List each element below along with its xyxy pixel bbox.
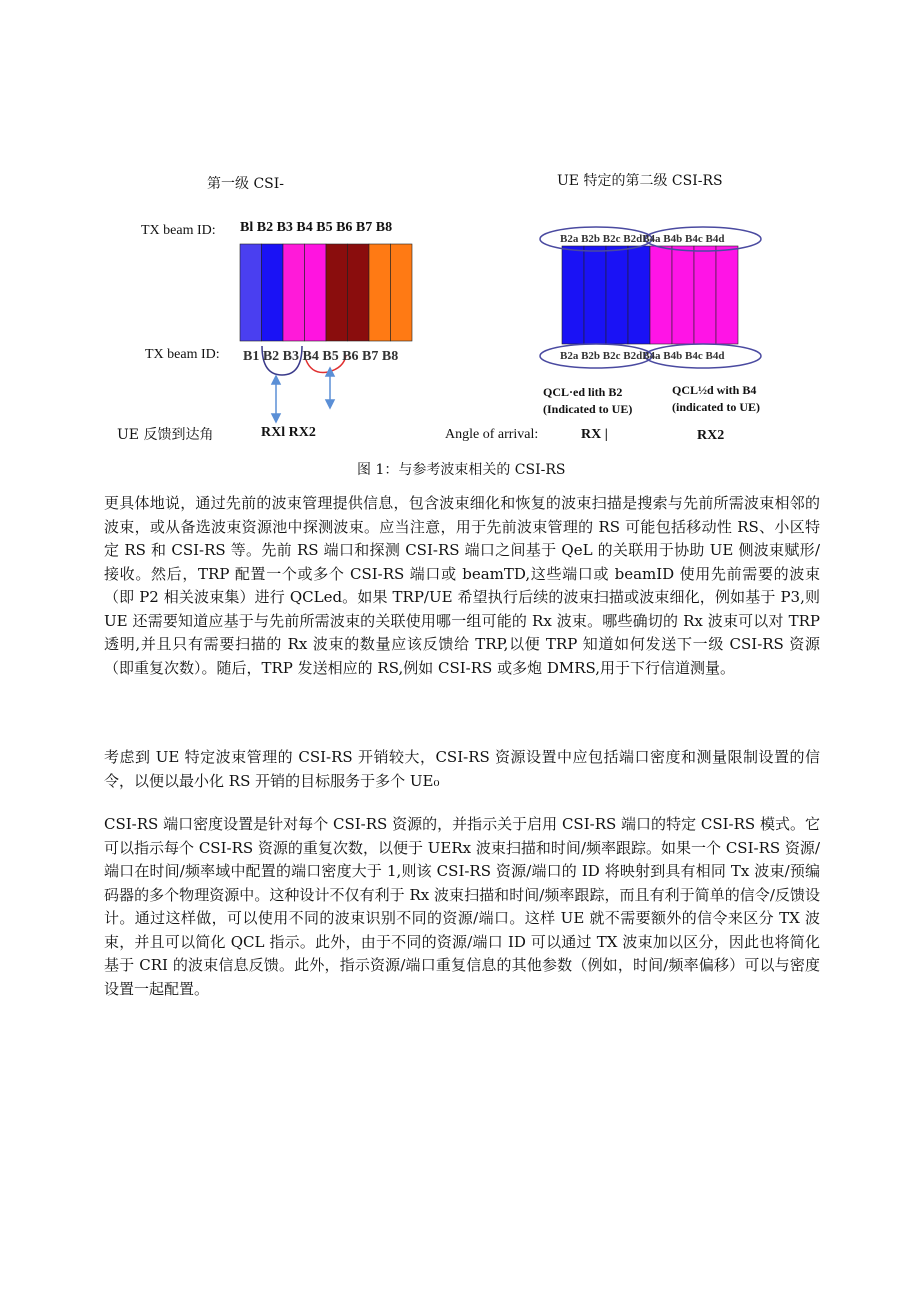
beam-bar-3 [283,244,305,341]
first-level-beam-bars [240,244,412,341]
beam-diagram [0,0,920,480]
paragraph-2: 考虑到 UE 特定波束管理的 CSI-RS 开销较大，CSI-RS 资源设置中应包括端口密度和测量限制设置的信令，以便以最小化 RS 开销的目标服务于多个 UE₀ [104,748,820,790]
b2-sub-beam-bar-4 [628,246,650,344]
sub-beam-ids-bottom: B2a B2b B2c B2dB4a B4b B4c B4d [560,350,725,362]
paragraph-1: 更具体地说，通过先前的波束管理提供信息，包含波束细化和恢复的波束扫描是搜索与先前所需波束相邻的波束，或从备选波束资源池中探测波束。应当注意，用于先前波束管理的 RS 可能包括移动性 RS、小区特定 RS 和 CSI-RS 等。先前 RS 端口和探测 CSI-RS 端口之间基于 QeL 的关联用于协助 UE 侧波束赋形/接收。然后，TRP 配置一个或多个 CSI-RS 端口或 beamTD,这些端口或 beamID 使用先前需要的波束（即 P2 相关波束集）进行 QCLed。如果 TRP/UE 希望执行后续的波束扫描或波束细化，例如基于 P3,则 UE 还需要知道应基于与先前所需波束的关联使用哪一组可能的 Rx 波束。哪些确切的 Rx 波束可以对 TRP 透明,并且只有需要扫描的 Rx 波束的数量应该反馈给 TRP,以便 TRP 知道如何发送下一级 CSI-RS 资源（即重复次数）。随后，TRP 发送相应的 RS,例如 CSI-RS 或多炮 DMRS,用于下行信道测量。 [104,494,820,677]
rx1-arrow [272,376,280,422]
beam-ids-top: Bl B2 B3 B4 B5 B6 B7 B8 [240,220,393,235]
ue-feedback-label: UE 反馈到达角 [117,427,214,443]
beam-bar-8 [391,244,413,341]
b4-sub-beam-bar-3 [694,246,716,344]
tx-beam-label-top: TX beam ID: [141,223,216,238]
b2-sub-beam-bar-3 [606,246,628,344]
sub-beam-ids-top: B2a B2b B2c B2dB4a B4b B4c B4d [560,233,725,245]
beam-bar-5 [326,244,348,341]
left-rx-labels: RXl RX2 [261,425,316,440]
angle-of-arrival-label: Angle of arrival: [445,427,539,442]
rx2-arrow [326,368,334,408]
second-level-beam-bars [562,246,738,344]
qcl-b2-line1: QCL·ed lith B2 [543,385,623,399]
qcl-b4-line2: (indicated to UE) [672,400,760,414]
beam-bar-4 [305,244,327,341]
qcl-b2-line2: (Indicated to UE) [543,402,633,416]
b4-sub-beam-bar-2 [672,246,694,344]
beam-ids-bottom: B1 B2 B3 B4 B5 B6 B7 B8 [243,349,399,364]
beam-bar-2 [262,244,284,341]
rx2-label: RX2 [697,428,725,443]
b4-sub-beam-bar-4 [716,246,738,344]
left-figure-title: 第一级 CSI- [207,176,285,192]
figure-caption: 图 1：与参考波束相关的 CSI-RS [357,462,566,478]
beam-bar-1 [240,244,262,341]
tx-beam-label-bottom: TX beam ID: [145,347,220,362]
qcl-b4-line1: QCL½d with B4 [672,383,757,397]
right-figure-title: UE 特定的第二级 CSI-RS [557,173,723,189]
beam-bar-7 [369,244,391,341]
beam-bar-6 [348,244,370,341]
b2-sub-beam-bar-1 [562,246,584,344]
rx1-label: RX | [581,427,608,442]
b2-sub-beam-bar-2 [584,246,606,344]
b4-sub-beam-bar-1 [650,246,672,344]
paragraph-3: CSI-RS 端口密度设置是针对每个 CSI-RS 资源的，并指示关于启用 CSI-RS 端口的特定 CSI-RS 模式。它可以指示每个 CSI-RS 资源的重复次数，以便于 UERx 波束扫描和时间/频率跟踪。如果一个 CSI-RS 资源/端口在时间/频率域中配置的端口密度大于 1,则该 CSI-RS 资源/端口的 ID 将映射到具有相同 Tx 波束/预编码器的多个物理资源中。这种设计不仅有利于 Rx 波束扫描和时间/频率跟踪，而且有利于简单的信令/反馈设计。通过这样做，可以使用不同的波束识别不同的资源/端口。这样 UE 就不需要额外的信令来区分 TX 波束，并且可以简化 QCL 指示。此外，由于不同的资源/端口 ID 可以通过 TX 波束加以区分，因此也将简化基于 CRI 的波束信息反馈。此外，指示资源/端口重复信息的其他参数（例如，时间/频率偏移）可以与密度设置一起配置。 [104,815,820,998]
